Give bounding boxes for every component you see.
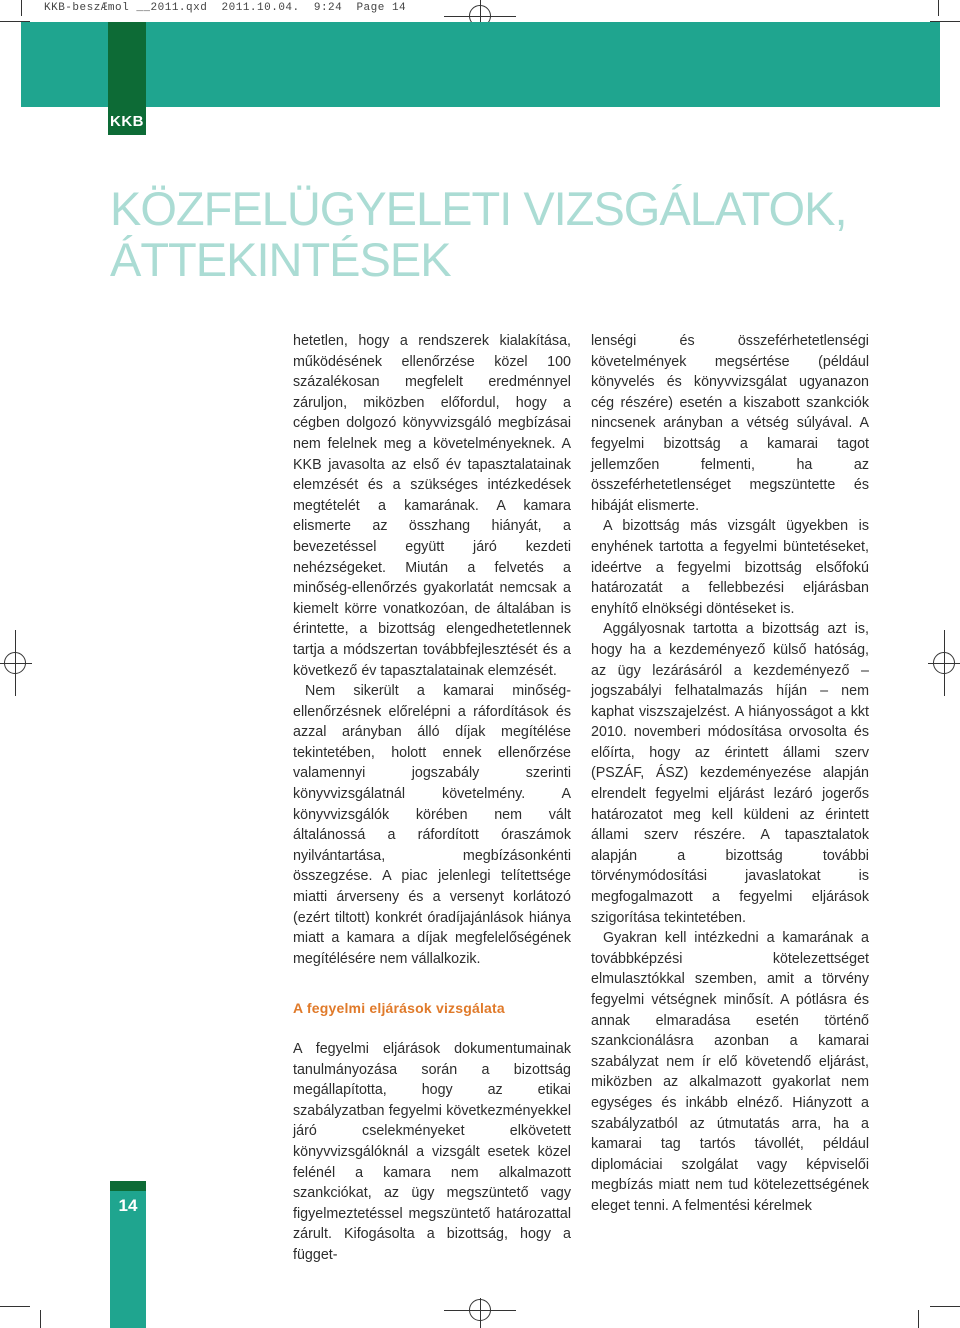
header-tab (108, 22, 146, 107)
crop-mark-top-left-v (21, 0, 22, 16)
page-title-line-1: KÖZFELÜGYELETI VIZSGÁLATOK, (110, 182, 847, 235)
page-title-line-2: ÁTTEKINTÉSEK (110, 233, 451, 286)
crop-mark-bottom-right-v (918, 1310, 919, 1328)
paragraph: A bizottság más vizsgált ügyekben is enyhének tartotta a fegyelmi büntetéseket, ideértve a fegyelmi bizottság elsőfokú határozatát a fellebbezési eljárásban enyhítő elnökségi döntéseket is. (591, 518, 869, 617)
registration-line-left-v (15, 630, 16, 696)
page-title (110, 183, 910, 285)
page-number-bar (110, 1181, 146, 1191)
print-slug: KKB-beszÆmol __2011.qxd 2011.10.04. 9:24 Page 14 (44, 2, 407, 14)
registration-line-left-h (0, 663, 32, 664)
text-column-right (591, 331, 869, 1217)
text-column-left (293, 331, 571, 1266)
crop-mark-bottom-left-v (40, 1310, 41, 1328)
crop-mark-bottom-left (0, 1306, 30, 1307)
paragraph: Aggályosnak tartotta a bizottság azt is, hogy ha a kezdeményező külső hatóság, az ügy lezárásáról a kezdeményező – jogszabályi felhatalmazás híján – nem kaphat viszszajelzést. A hiányosságot a kkt 2010. novemberi módosítása orvosolta és előírta, hogy az érintett állami szerv (PSZÁF, ÁSZ) kezdeményezése alapján elrendelt fegyelmi eljárást lezáró jogerős határozatot meg kell küldeni az érintett állami szerv részére. A tapasztalatok alapján a bizottság további törvénymódosítási javaslatokat is megfogalmazott a fegyelmi eljárások szigorítása tekintetében. (591, 621, 869, 926)
page-number: 14 (118, 1196, 138, 1215)
registration-line-right-v (944, 630, 945, 696)
paragraph: A fegyelmi eljárások dokumentumainak tanulmányozása során a bizottság megállapította, hogy az etikai szabályzatban fegyelmi következményekkel járó cselekményeket elkövetett könyvvizsgálóknál a vizsgált esetek közel felénél a kamara nem alkalmazott szankciókat, az ügy megszüntető vagy figyelmeztetéssel megszüntető határozattal zárult. Kifogásolta a bizottság, hogy a függet- (293, 1041, 571, 1263)
paragraph: Gyakran kell intézkedni a kamarának a továbbképzési kötelezettséget elmulasztókkal szemben, amit a törvény fegyelmi vétségnek minősít. A pótlásra és annak elmaradása esetén történő szankcionálásra azonban a kamarai szabályzat nem ír elő követendő eljárást, miközben az alkalmazott gyakorlat nem egységes és inkább elnéző. Hiányzott a szabályzatból az útmutatás arra, ha a kamarai tag tartós távollét, például diplomáciai szolgálat vagy képviselői megbízás miatt nem tud kötelezettségének eleget tenni. A felmentési kérelmek (591, 930, 869, 1214)
registration-line-bottom-v (480, 1298, 481, 1328)
kkb-logo: KKB (108, 107, 146, 135)
header-band (21, 22, 940, 107)
paragraph: lenségi és összeférhetetlenségi követelmények megsértése (például könyvelés és könyvvizsgálat ugyanazon cég részére) esetén a kiszabott szankciók nincsenek arányban a vétség súlyával. A fegyelmi bizottság a kamarai tagot jellemzően felmenti, ha az összeférhetetlenséget megszüntette és hibáját elismerte. (591, 333, 869, 514)
section-heading: A fegyelmi eljárások vizsgálata (293, 1000, 505, 1017)
crop-mark-top-right-v (938, 0, 939, 16)
paragraph: hetetlen, hogy a rendszerek kialakítása, működésének ellenőrzése közel 100 százalékosan megfelelt eredménnyel záruljon, miközben előfordul, hogy a cégben dolgozó könyvvizsgáló megbízásai nem felelnek meg a követelményeknek. A KKB javasolta az első év tapasztalatainak elemzését és a szükséges intézkedések megtételét a kamarának. A kamara elismerte az összhang hiányát, a bevezetéssel együtt járó kezdeti nehézségeket. Miután a felvetés a minőség-ellenőrzés gyakorlatát nemcsak a kiemelt körre vonatkozóan, de általában is érintette, a bizottság elengedhetetlennek tartja a módszertan továbbfejlesztését és a következő év tapasztalatainak elemzését. (293, 333, 571, 679)
paragraph: Nem sikerült a kamarai minőség-ellenőrzésnek előrelépni a ráfordítások és azzal arányban álló díjak megítélése tekintetében, holott ennek ellenőrzése valamennyi jogszabály szerinti könyvvizsgálatnál követelmény. A könyvvizsgálók körében nem vált általánossá a ráfordított óraszámok nyilvántartása, megbízásonkénti összegzése. A piac jelenlegi telítettsége miatti árverseny és a versenyt korlátozó (ezért tiltott) konkrét óradíjajánlások hiánya miatt a kamara a díjak megfelelőségének megítélésére nem vállalkozik. (293, 683, 571, 967)
crop-mark-bottom-right (930, 1306, 960, 1307)
